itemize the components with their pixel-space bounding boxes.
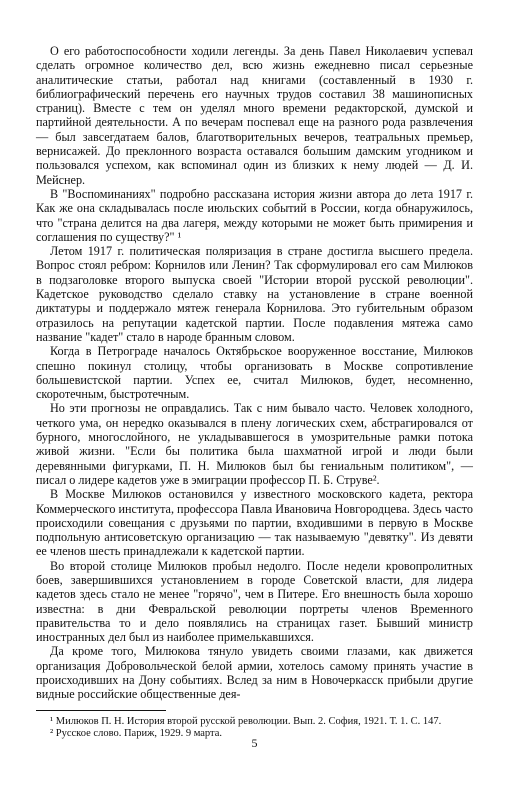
footnote-divider [36, 710, 166, 711]
paragraph-2: В "Воспоминаниях" подробно рассказана история жизни автора до лета 1917 г. Как же она складывалась после июльских событий в России, когда обнаружилось, что "страна делится на два лагеря, между которыми не может быть примирения и соглашения по существу?" ¹ [36, 186, 473, 244]
page-number: 5 [251, 736, 258, 750]
paragraph-4: Когда в Петрограде началось Октябрьское вооруженное восстание, Милюков спешно покинул столицу, чтобы организовать в Москве сопротивление большевистской партии. Успех ее, считал Милюков, будет, несомненно, скоротечным, быстротечным. [36, 344, 473, 402]
footnote-2: ² Русское слово. Париж, 1929. 9 марта. [50, 728, 223, 740]
paragraph-3: Летом 1917 г. политическая поляризация в стране достигла высшего предела. Вопрос стоял ребром: Корнилов или Ленин? Так сформулировал его сам Милюков в подзаголовке второго выпуска своей "Истории второй русской революции". Кадетское руководство сделало ставку на установление в стране военной диктатуры и поддержало мятеж генерала Корнилова. Это губительным образом отразилось на репутации кадетской партии. После подавления мятежа само название "кадет" стало в народе бранным словом. [36, 244, 473, 344]
footnote-1: ¹ Милюков П. Н. История второй русской революции. Вып. 2. София, 1921. Т. 1. С. 147. [50, 715, 442, 727]
paragraph-7: Во второй столице Милюков пробыл недолго. После недели кровопролитных боев, завершившихся установлением в городе Советской власти, для лидера кадетов здесь стало не менее "горячо", чем в Питере. Его внешность была хорошо известна: в дни Февральской революции портреты членов Временного правительства то и дело появлялись на страницах газет. Бывший министр иностранных дел был из наиболее примелькавшихся. [36, 558, 473, 645]
page-body [36, 44, 473, 741]
paragraph-6: В Москве Милюков остановился у известного московского кадета, ректора Коммерческого института, профессора Павла Ивановича Новгородцева. Здесь часто происходили совещания с друзьями по партии, входившими в первую в Москве подпольную антисоветскую организацию — так называемую "девятку". Из девяти ее членов шесть принадлежали к кадетской партии. [36, 487, 473, 559]
paragraph-8: Да кроме того, Милюкова тянуло увидеть своими глазами, как движется организация Добровольческой белой армии, хотелось самому принять участие в происходивших на Дону событиях. Вслед за ним в Новочеркасск прибыли другие видные российские общественные дея- [36, 644, 473, 702]
paragraph-5: Но эти прогнозы не оправдались. Так с ним бывало часто. Человек холодного, четкого ума, он нередко оказывался в плену логических схем, абстрагировался от бурного, многослойного, не укладывавшегося в умозрительные рамки потока живой жизни. "Если бы политика была шахматной игрой и люди были деревянными фигурками, П. Н. Милюков был бы гениальным политиком", — писал о лидере кадетов уже в эмиграции профессор П. Б. Струве². [36, 401, 473, 487]
paragraph-1: О его работоспособности ходили легенды. За день Павел Николаевич успевал сделать огромное количество дел, всю жизнь ежедневно писал серьезные аналитические статьи, работал над книгами (составленный в 1930 г. библиографический перечень его научных трудов составил 38 машинописных страниц). Вместе с тем он уделял много времени редакторской, думской и партийной деятельности. А по вечерам поспевал еще на разного рода развлечения — был завсегдатаем балов, благотворительных вечеров, театральных премьер, вернисажей. До преклонного возраста оставался большим дамским угодником и пользовался успехом, как вспоминал один из близких к нему людей — Д. И. Мейснер. [36, 44, 473, 187]
